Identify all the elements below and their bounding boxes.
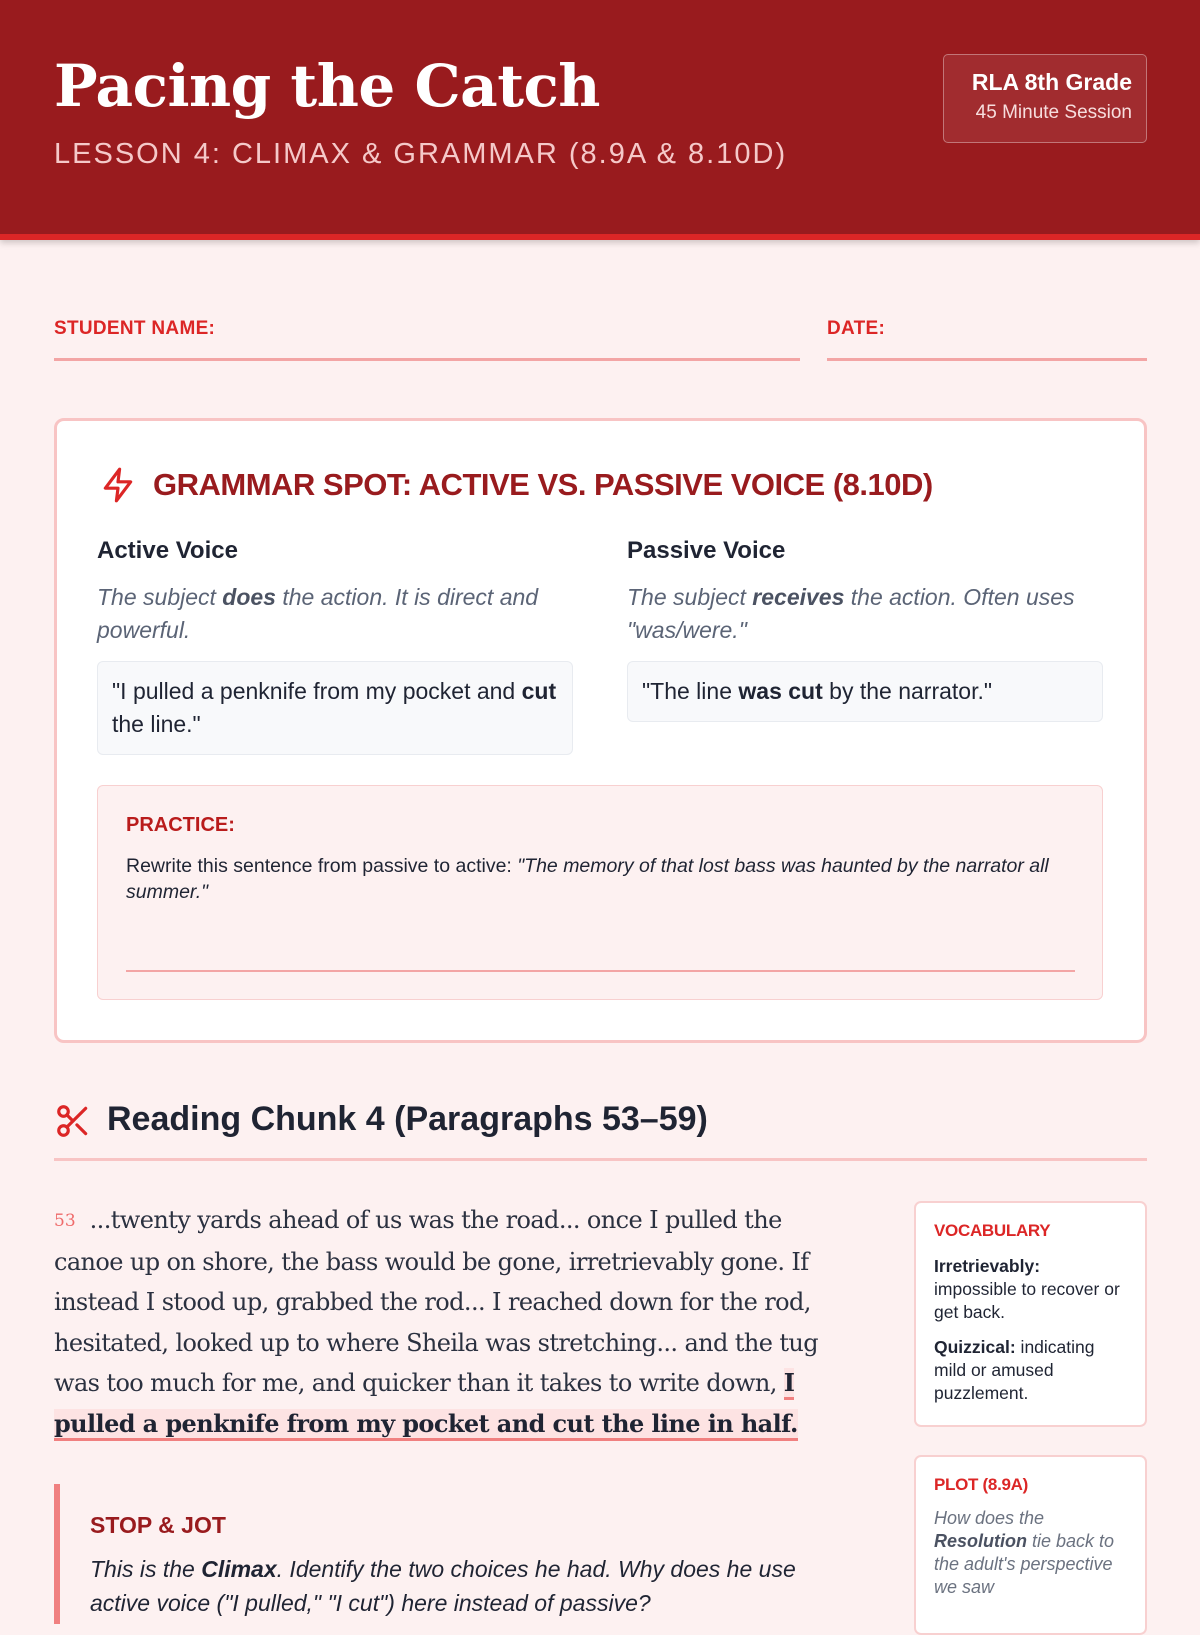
vocab-item: Irretrievably: impossible to recover or get back. — [934, 1256, 1120, 1322]
active-voice-description: The subject does the action. It is direct and powerful. — [97, 584, 539, 643]
lesson-subtitle: LESSON 4: CLIMAX & GRAMMAR (8.9A & 8.10D) — [54, 138, 788, 170]
practice-label: PRACTICE: — [126, 814, 235, 836]
passive-voice-column — [627, 537, 1103, 722]
passive-voice-heading: Passive Voice — [627, 537, 786, 564]
grade-badge — [943, 54, 1147, 143]
page-header — [0, 0, 1200, 240]
plot-card — [914, 1455, 1147, 1635]
practice-box — [97, 785, 1103, 1000]
grammar-spot-card — [54, 418, 1147, 1043]
page-title: Pacing the Catch — [54, 52, 600, 120]
active-voice-example: "I pulled a penknife from my pocket and cut the line." — [97, 661, 573, 755]
lightning-icon — [99, 466, 137, 504]
date-field[interactable] — [827, 358, 1147, 361]
vocabulary-card — [914, 1201, 1147, 1427]
student-name-field[interactable] — [54, 358, 800, 361]
passive-voice-example: "The line was cut by the narrator." — [627, 661, 1103, 722]
reading-chunk-title: Reading Chunk 4 (Paragraphs 53–59) — [107, 1100, 708, 1138]
stop-and-jot-label: STOP & JOT — [90, 1512, 226, 1538]
practice-answer-line[interactable] — [126, 970, 1075, 972]
vocabulary-label: VOCABULARY — [934, 1221, 1051, 1240]
scissors-icon — [54, 1102, 92, 1140]
practice-prompt: Rewrite this sentence from passive to active: "The memory of that lost bass was haunted by the narrator all summer." — [126, 855, 1049, 903]
student-name-label: STUDENT NAME: — [54, 318, 216, 339]
active-voice-heading: Active Voice — [97, 537, 238, 564]
active-voice-column — [97, 537, 573, 755]
vocab-item: Quizzical: indicating mild or amused puzzlement. — [934, 1337, 1095, 1403]
plot-question: How does the Resolution tie back to the adult's perspective we saw — [934, 1508, 1115, 1597]
stop-and-jot-box — [54, 1484, 834, 1624]
date-label: DATE: — [827, 318, 886, 339]
stop-and-jot-prompt: This is the Climax. Identify the two choices he had. Why does he use active voice ("I pulled," "I cut") here instead of passive? — [90, 1556, 796, 1616]
badge-session: 45 Minute Session — [975, 102, 1132, 123]
reading-passage — [54, 1200, 844, 1444]
passive-voice-description: The subject receives the action. Often uses "was/were." — [627, 584, 1075, 643]
paragraph-number: 53 — [54, 1211, 76, 1231]
badge-grade: RLA 8th Grade — [971, 69, 1132, 95]
passage-text: ...twenty yards ahead of us was the road... once I pulled the canoe up on shore, the bass would be gone, irretrievably gone. If instead I stood up, grabbed the rod... I reached down for the rod, hesitated, looked up to where Sheila was stretching... and the tug was too much for me, and quicker than it takes to write down, — [54, 1206, 819, 1397]
reading-chunk-divider — [54, 1158, 1147, 1161]
grammar-spot-title: GRAMMAR SPOT: ACTIVE VS. PASSIVE VOICE (8.10D) — [153, 467, 933, 502]
plot-label: PLOT (8.9A) — [934, 1475, 1028, 1494]
highlighted-climax-sentence: I pulled a penknife from my pocket and cut the line in half. — [54, 1368, 798, 1441]
